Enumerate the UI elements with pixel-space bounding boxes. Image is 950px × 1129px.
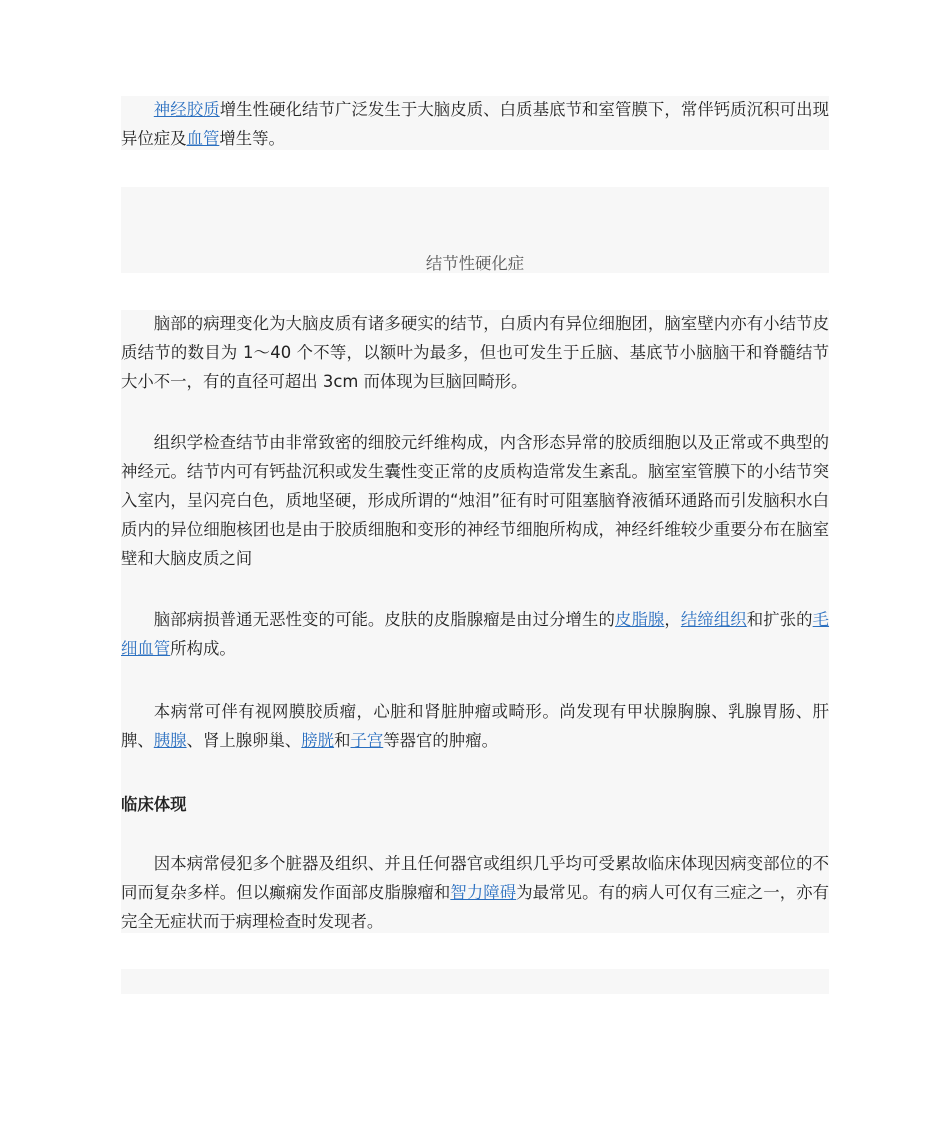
link-uterus[interactable]: 子宫 — [350, 731, 384, 750]
link-capillary[interactable]: 毛细血管 — [121, 610, 830, 658]
link-blood-vessel[interactable]: 血管 — [186, 129, 220, 148]
paragraph-histology: 组织学检查结节由非常致密的细胶元纤维构成，内含形态异常的胶质细胞以及正常或不典型的神经元。结节内可有钙盐沉积或发生囊性变正常的皮质构造常发生紊乱。脑室室管膜下的小结节突入室内，呈闪亮白色，质地坚硬，形成所谓的“烛泪”征有时可阻塞脑脊液循环通路而引发脑积水白质内的异位细胞核团也是由于胶质细胞和变形的神经节细胞所构成，神经纤维较少重要分布在脑室壁和大脑皮质之间 — [121, 433, 829, 568]
link-sebaceous-gland[interactable]: 皮脂腺 — [614, 610, 665, 629]
link-bladder[interactable]: 膀胱 — [301, 731, 335, 750]
link-glia[interactable]: 神经胶质 — [153, 100, 220, 119]
paragraph-clinical: 因本病常侵犯多个脏器及组织、并且任何器官或组织几乎均可受累故临床体现因病变部位的不同而复杂多样。但以癫痫发作面部皮脂腺瘤和智力障碍为最常见。有的病人可仅有三症之一，亦有完全无症状而于病理检查时发现者。 — [121, 854, 830, 931]
link-intellectual-disability[interactable]: 智力障碍 — [450, 883, 517, 902]
paragraph-pathology: 脑部的病理变化为大脑皮质有诸多硬实的结节，白质内有异位细胞团，脑室壁内亦有小结节皮质结节的数目为 1～40 个不等，以额叶为最多，但也可发生于丘脑、基底节小脑脑干和脊髓结节大小不一，有的直径可超出 3cm 而体现为巨脑回畸形。 — [121, 314, 829, 391]
image-placeholder — [121, 187, 829, 273]
section-heading: 临床体现 — [121, 795, 187, 814]
link-connective-tissue[interactable]: 结缔组织 — [680, 610, 747, 629]
paragraph-glia: 神经胶质增生性硬化结节广泛发生于大脑皮质、白质基底节和室管膜下，常伴钙质沉积可出现异位症及血管增生等。 — [121, 100, 830, 148]
content-block-bottom — [121, 969, 829, 994]
paragraph-associated-tumors: 本病常可伴有视网膜胶质瘤，心脏和肾脏肿瘤或畸形。尚发现有甲状腺胸腺、乳腺胃肠、肝脾、胰腺、肾上腺卵巢、膀胱和子宫等器官的肿瘤。 — [121, 702, 829, 750]
image-caption: 结节性硬化症 — [425, 254, 525, 273]
link-pancreas[interactable]: 胰腺 — [153, 731, 187, 750]
paragraph-skin-lesion: 脑部病损普通无恶性变的可能。皮肤的皮脂腺瘤是由过分增生的皮脂腺，结缔组织和扩张的毛细血管所构成。 — [121, 610, 830, 658]
